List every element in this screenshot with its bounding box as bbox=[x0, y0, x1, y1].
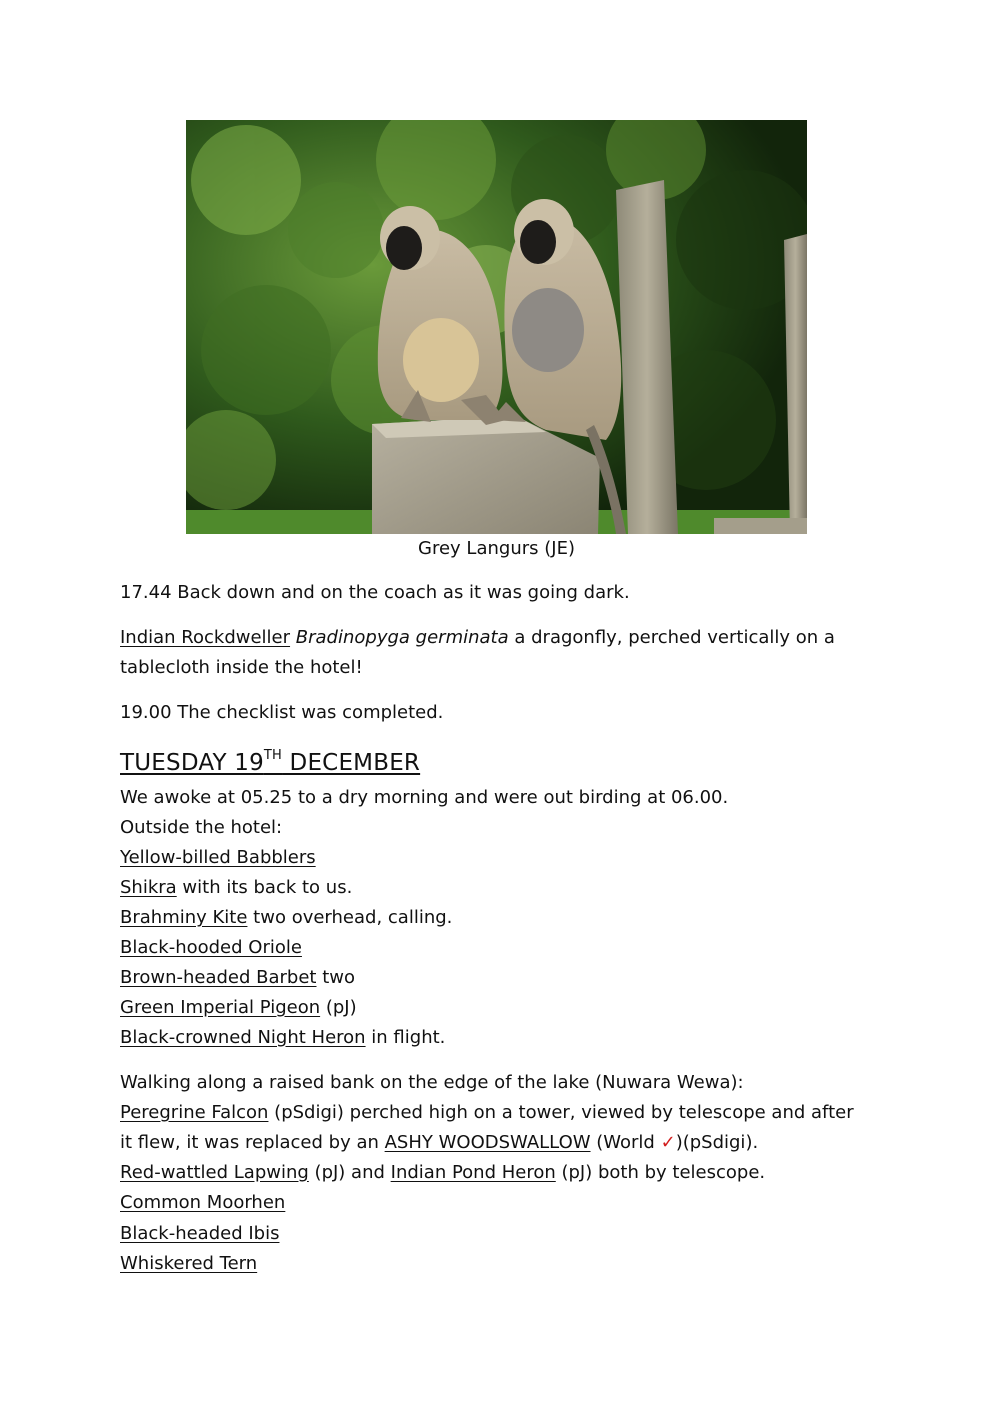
day-heading-sup: TH bbox=[263, 748, 283, 763]
list-item bbox=[120, 873, 880, 903]
list-item bbox=[120, 1219, 880, 1249]
list-item bbox=[120, 963, 880, 993]
species-name: Yellow-billed Babblers bbox=[120, 847, 316, 868]
species-name: Common Moorhen bbox=[120, 1192, 286, 1213]
species-name: Brahminy Kite bbox=[120, 907, 248, 928]
grey-langurs-photo bbox=[186, 120, 807, 534]
species-name: Black-crowned Night Heron bbox=[120, 1027, 366, 1048]
day-heading-prefix: TUESDAY 19 bbox=[120, 750, 264, 776]
lake-woodswallow-line bbox=[120, 1128, 880, 1158]
species-note: (pSdigi) perched high on a tower, viewed by telescope and after bbox=[268, 1102, 854, 1123]
lake-lapwing-line bbox=[120, 1158, 880, 1188]
list-item bbox=[120, 843, 880, 873]
species-note: two overhead, calling. bbox=[247, 907, 453, 928]
list-item bbox=[120, 1249, 880, 1279]
lake-intro: Walking along a raised bank on the edge of the lake (Nuwara Wewa): bbox=[120, 1072, 744, 1093]
species-name: Black-headed Ibis bbox=[120, 1223, 280, 1244]
species-name: Whiskered Tern bbox=[120, 1253, 258, 1274]
species-name: Red-wattled Lapwing bbox=[120, 1162, 309, 1183]
day-heading bbox=[120, 750, 420, 776]
species-name: Green Imperial Pigeon bbox=[120, 997, 321, 1018]
text-fragment: )(pSdigi). bbox=[675, 1132, 759, 1153]
list-item bbox=[120, 903, 880, 933]
species-name: Indian Pond Heron bbox=[390, 1162, 556, 1183]
species-note: (pJ) bbox=[320, 997, 357, 1018]
species-note: with its back to us. bbox=[176, 877, 353, 898]
paragraph-checklist: 19.00 The checklist was completed. bbox=[120, 702, 444, 723]
species-indian-rockdweller: Indian Rockdweller bbox=[120, 627, 291, 648]
intro-line-2: Outside the hotel: bbox=[120, 817, 283, 838]
species-name: Peregrine Falcon bbox=[120, 1102, 269, 1123]
paragraph-coach: 17.44 Back down and on the coach as it was going dark. bbox=[120, 582, 630, 603]
species-note: in flight. bbox=[365, 1027, 446, 1048]
checkmark-icon: ✓ bbox=[660, 1132, 676, 1153]
list-item bbox=[120, 993, 880, 1023]
list-item bbox=[120, 933, 880, 963]
intro-line-1: We awoke at 05.25 to a dry morning and were out birding at 06.00. bbox=[120, 787, 729, 808]
langurs-illustration bbox=[186, 120, 807, 534]
photo-caption: Grey Langurs (JE) bbox=[418, 538, 575, 559]
list-item bbox=[120, 1023, 880, 1053]
paragraph-rockdweller-line2: tablecloth inside the hotel! bbox=[120, 657, 363, 678]
species-note: two bbox=[316, 967, 356, 988]
text-fragment: it flew, it was replaced by an bbox=[120, 1132, 385, 1153]
latin-name: Bradinopyga germinata bbox=[295, 627, 509, 648]
day-heading-suffix: DECEMBER bbox=[282, 750, 421, 776]
species-name: Brown-headed Barbet bbox=[120, 967, 317, 988]
text-fragment: (pJ) both by telescope. bbox=[555, 1162, 766, 1183]
rockdweller-note: a dragonfly, perched vertically on a bbox=[508, 627, 835, 648]
species-name: ASHY WOODSWALLOW bbox=[384, 1132, 591, 1153]
text-fragment: (pJ) and bbox=[308, 1162, 391, 1183]
paragraph-rockdweller-line1 bbox=[120, 623, 880, 653]
species-name: Shikra bbox=[120, 877, 177, 898]
list-item bbox=[120, 1188, 880, 1218]
text-fragment: (World bbox=[590, 1132, 661, 1153]
lake-falcon-line bbox=[120, 1098, 880, 1128]
species-name: Black-hooded Oriole bbox=[120, 937, 302, 958]
